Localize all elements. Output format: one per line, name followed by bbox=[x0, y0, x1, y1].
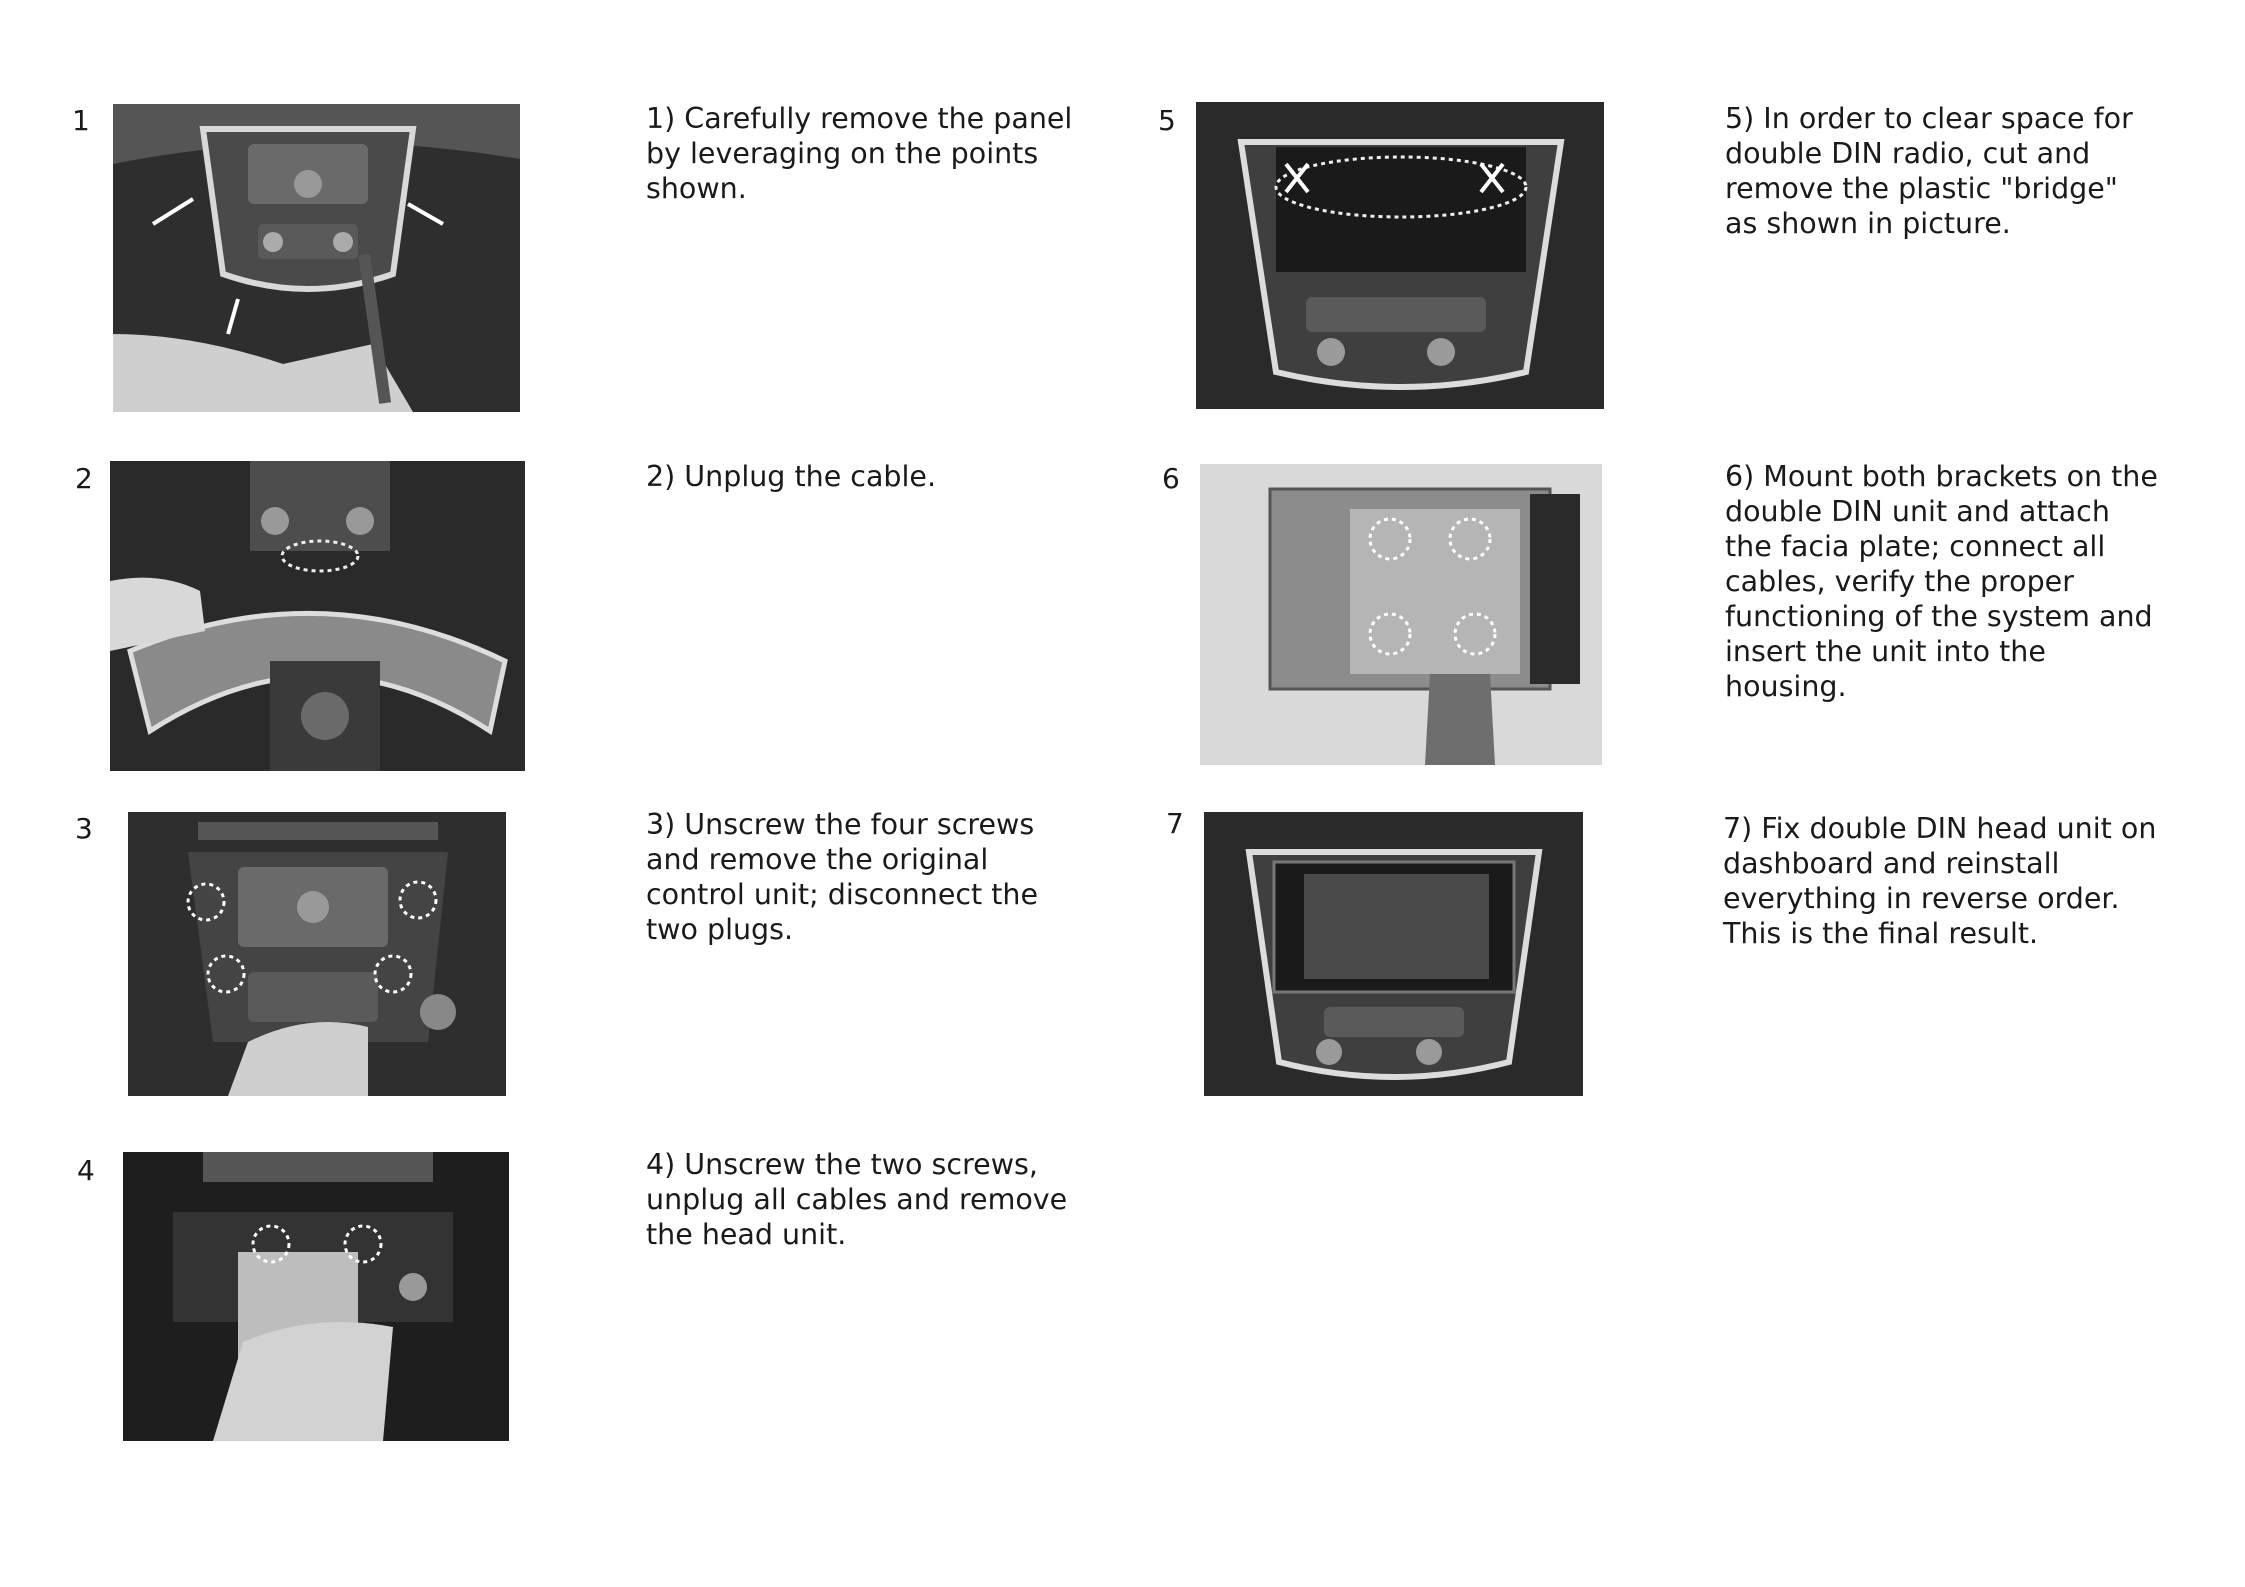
step-2-text: 2) Unplug the cable. bbox=[646, 460, 937, 493]
step-3-number: 3 bbox=[75, 812, 93, 845]
step-1-number: 1 bbox=[72, 104, 90, 137]
step-5-text: 5) In order to clear space for double DIN radio, cut and remove the plastic "bridge" as shown in picture. bbox=[1725, 102, 2133, 240]
step-4-text: 4) Unscrew the two screws, unplug all cables and remove the head unit. bbox=[646, 1148, 1068, 1251]
step-2-number: 2 bbox=[75, 462, 93, 495]
step-7-photo bbox=[1204, 812, 1583, 1096]
step-5-number: 5 bbox=[1158, 104, 1176, 137]
step-6-photo bbox=[1200, 464, 1602, 765]
step-6-text: 6) Mount both brackets on the double DIN unit and attach the facia plate; connect all cables, verify the proper functioning of the system and insert the unit into the housing. bbox=[1725, 460, 2158, 703]
step-3-photo bbox=[128, 812, 506, 1096]
step-1-photo bbox=[113, 104, 520, 412]
step-3-text: 3) Unscrew the four screws and remove the original control unit; disconnect the two plugs. bbox=[646, 808, 1039, 946]
step-4-number: 4 bbox=[77, 1154, 95, 1187]
step-7-number: 7 bbox=[1166, 807, 1184, 840]
step-7-text: 7) Fix double DIN head unit on dashboard and reinstall everything in reverse order. This is the final result. bbox=[1723, 812, 2157, 950]
step-1-text: 1) Carefully remove the panel by leveraging on the points shown. bbox=[646, 102, 1073, 205]
step-6-number: 6 bbox=[1162, 462, 1180, 495]
step-4-photo bbox=[123, 1152, 509, 1441]
step-5-photo bbox=[1196, 102, 1604, 409]
step-2-photo bbox=[110, 461, 525, 771]
